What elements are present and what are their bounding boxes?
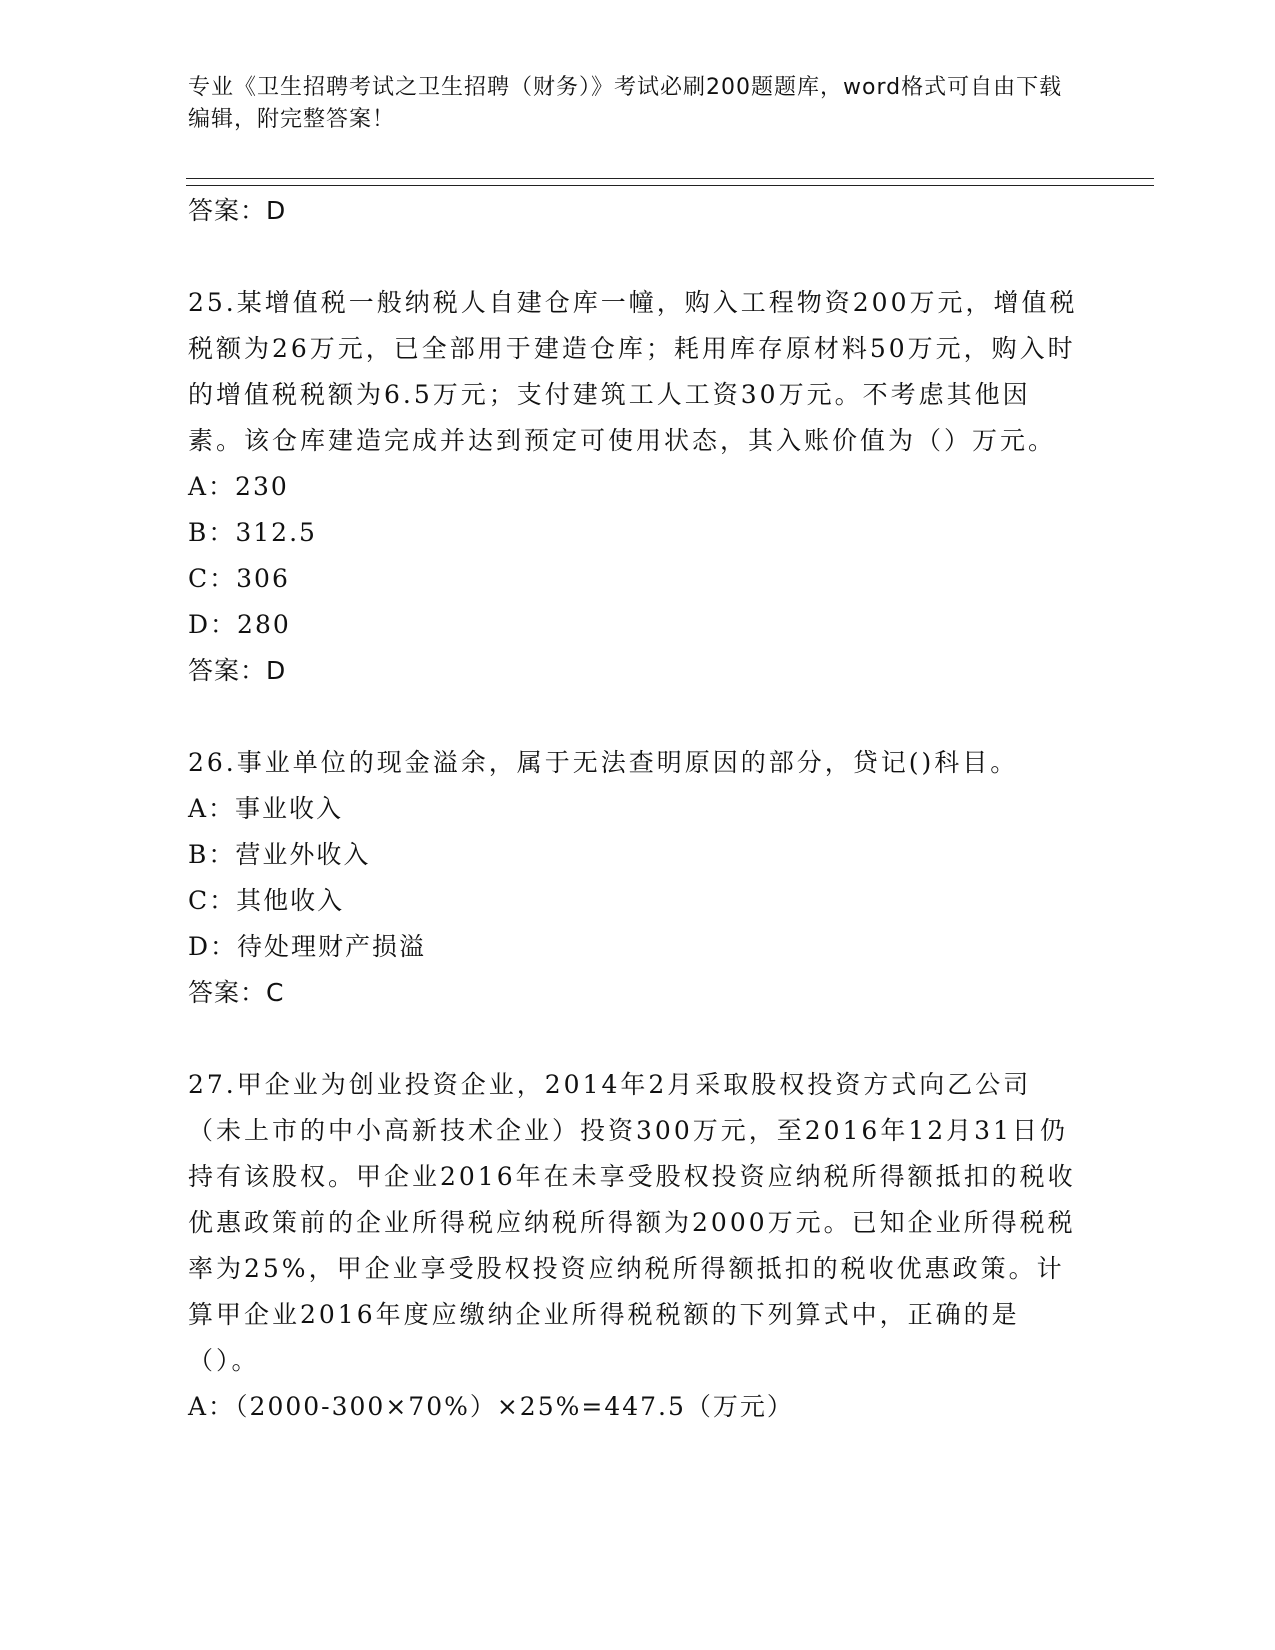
question-stem: 25.某增值税一般纳税人自建仓库一幢，购入工程物资200万元，增值税税额为26万元，已全部用于建造仓库；耗用库存原材料50万元，购入时的增值税税额为6.5万元；支付建筑工人工资30万元。不考虑其他因素。该仓库建造完成并达到预定可使用状态，其入账价值为（）万元。 — [188, 288, 1078, 455]
option-b: B：312.5 — [188, 518, 317, 547]
option-b: B：营业外收入 — [188, 840, 371, 869]
question-27 — [188, 1062, 1078, 1430]
option-d: D：待处理财产损溢 — [188, 932, 427, 961]
question-stem: 27.甲企业为创业投资企业，2014年2月采取股权投资方式向乙公司（未上市的中小高新技术企业）投资300万元，至2016年12月31日仍持有该股权。甲企业2016年在未享受股权投资应纳税所得额抵扣的税收优惠政策前的企业所得税应纳税所得额为2000万元。已知企业所得税税率为25%，甲企业享受股权投资应纳税所得额抵扣的税收优惠政策。计算甲企业2016年度应缴纳企业所得税税额的下列算式中，正确的是（）。 — [188, 1070, 1076, 1375]
option-c: C：306 — [188, 564, 290, 593]
question-stem: 26.事业单位的现金溢余，属于无法查明原因的部分，贷记()科目。 — [188, 748, 1019, 777]
option-a: A：（2000-300×70%）×25%=447.5（万元） — [188, 1392, 794, 1421]
option-d: D：280 — [188, 610, 291, 639]
option-a: A：230 — [188, 472, 289, 501]
page-header: 专业《卫生招聘考试之卫生招聘（财务）》考试必刷200题题库，word格式可自由下载编辑，附完整答案！ — [188, 75, 1063, 132]
option-c: C：其他收入 — [188, 886, 345, 915]
prev-answer: 答案：D — [188, 196, 287, 225]
header-double-rule — [186, 178, 1154, 186]
answer: 答案：C — [188, 978, 285, 1007]
option-a: A：事业收入 — [188, 794, 344, 823]
question-26 — [188, 740, 1078, 1016]
question-list — [188, 188, 1078, 1430]
answer: 答案：D — [188, 656, 287, 685]
question-25 — [188, 280, 1078, 694]
